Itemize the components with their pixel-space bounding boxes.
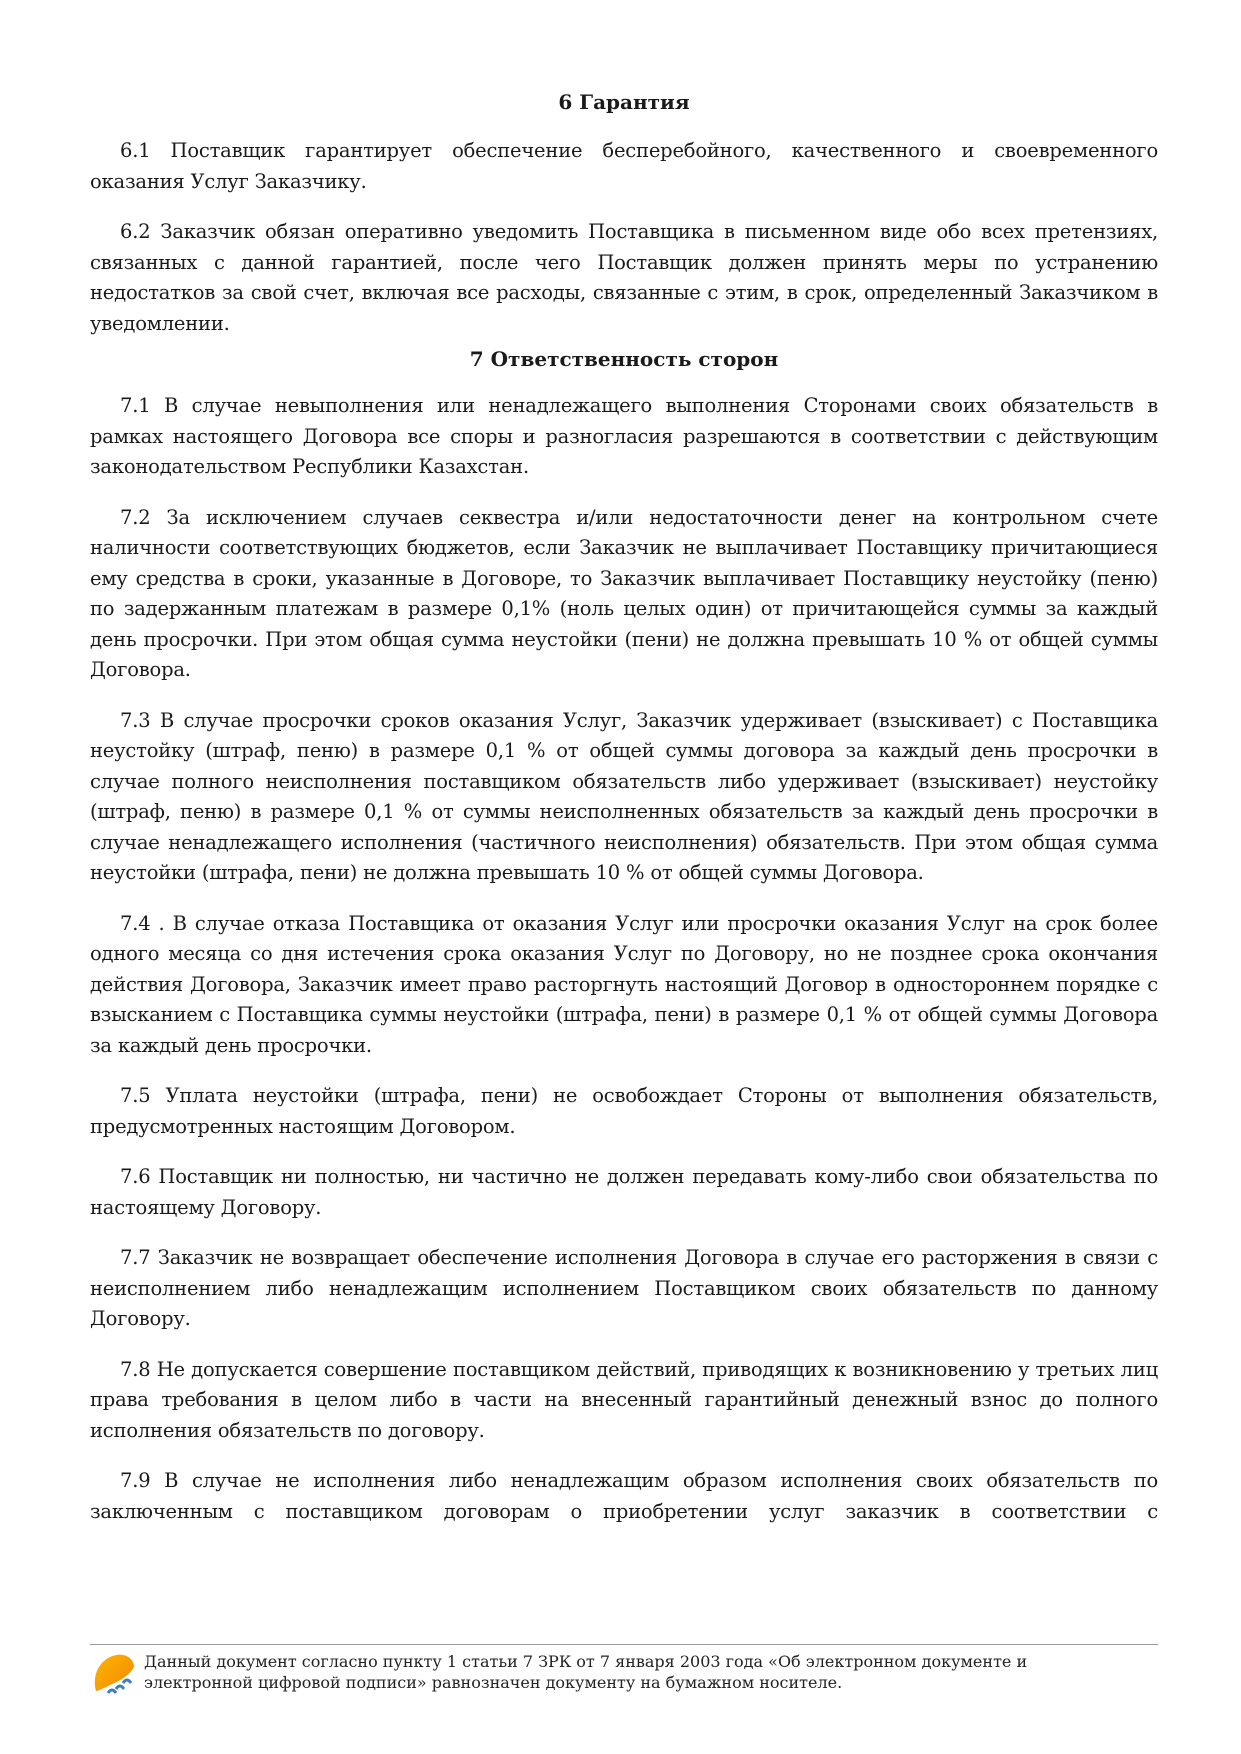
paragraph-7-4: 7.4 . В случае отказа Поставщика от оказания Услуг или просрочки оказания Услуг на срок более одного месяца со дня истечения срока оказания Услуг по Договору, но не позднее срока окончания действия Договора, Заказчик имеет право расторгнуть настоящий Договор в одностороннем порядке с взысканием с Поставщика суммы неустойки (штрафа, пени) в размере 0,1 % от общей суммы Договора за каждый день просрочки. — [90, 911, 1158, 1057]
footer-divider — [90, 1644, 1158, 1645]
section-6-title: 6 Гарантия — [558, 90, 690, 114]
footer-legal-line-1: Данный документ согласно пункту 1 статьи 7 ЗРК от 7 января 2003 года «Об электронном документе и — [144, 1652, 1028, 1671]
paragraph-7-2: 7.2 За исключением случаев секвестра и/или недостаточности денег на контрольном счете наличности соответствующих бюджетов, если Заказчик не выплачивает Поставщику причитающиеся ему средства в сроки, указанные в Договоре, то Заказчик выплачивает Поставщику неустойку (пеню) по задержанным платежам в размере 0,1% (ноль целых один) от причитающейся суммы за каждый день просрочки. При этом общая сумма неустойки (пени) не должна превышать 10 % от общей суммы Договора. — [90, 505, 1158, 681]
paragraph-7-7: 7.7 Заказчик не возвращает обеспечение исполнения Договора в случае его расторжения в связи с неисполнением либо ненадлежащим исполнением Поставщиком своих обязательств по данному Договору. — [90, 1246, 1158, 1330]
paragraph-7-5: 7.5 Уплата неустойки (штрафа, пени) не освобождает Стороны от выполнения обязательств, предусмотренных настоящим Договором. — [90, 1084, 1158, 1138]
paragraph-6-1: 6.1 Поставщик гарантирует обеспечение бесперебойного, качественного и своевременного оказания Услуг Заказчику. — [90, 139, 1158, 193]
paragraph-6-2: 6.2 Заказчик обязан оперативно уведомить Поставщика в письменном виде обо всех претензиях, связанных с данной гарантией, после чего Поставщик должен принять меры по устранению недостатков за свой счет, включая все расходы, связанные с этим, в срок, определенный Заказчиком в уведомлении. — [90, 220, 1158, 335]
section-7-title: 7 Ответственность сторон — [469, 347, 779, 371]
footer-legal-line-2: электронной цифровой подписи» равнозначен документу на бумажном носителе. — [144, 1673, 843, 1692]
footer — [90, 1644, 1158, 1699]
document-page — [90, 88, 1158, 1527]
paragraph-7-3: 7.3 В случае просрочки сроков оказания Услуг, Заказчик удерживает (взыскивает) с Поставщика неустойку (штраф, пеню) в размере 0,1 % от общей суммы договора за каждый день просрочки в случае полного неисполнения поставщиком обязательств либо удерживает (взыскивает) неустойку (штраф, пеню) в размере 0,1 % от суммы неисполненных обязательств за каждый день просрочки в случае ненадлежащего исполнения (частичного неисполнения) обязательств. При этом общая сумма неустойки (штрафа, пени) не должна превышать 10 % от общей суммы Договора. — [90, 708, 1158, 884]
egov-sun-logo-icon — [90, 1651, 138, 1699]
paragraph-7-6: 7.6 Поставщик ни полностью, ни частично не должен передавать кому-либо свои обязательства по настоящему Договору. — [90, 1165, 1158, 1219]
paragraph-7-1: 7.1 В случае невыполнения или ненадлежащего выполнения Сторонами своих обязательств в рамках настоящего Договора все споры и разногласия разрешаются в соответствии с действующим законодательством Республики Казахстан. — [90, 394, 1158, 478]
paragraph-7-8: 7.8 Не допускается совершение поставщиком действий, приводящих к возникновению у третьих лиц права требования в целом либо в части на внесенный гарантийный денежный взнос до полного исполнения обязательств по договору. — [90, 1357, 1158, 1442]
paragraph-7-9: 7.9 В случае не исполнения либо ненадлежащим образом исполнения своих обязательств по заключенным с поставщиком договорам о приобретении услуг заказчик в соответствии с — [90, 1469, 1158, 1523]
